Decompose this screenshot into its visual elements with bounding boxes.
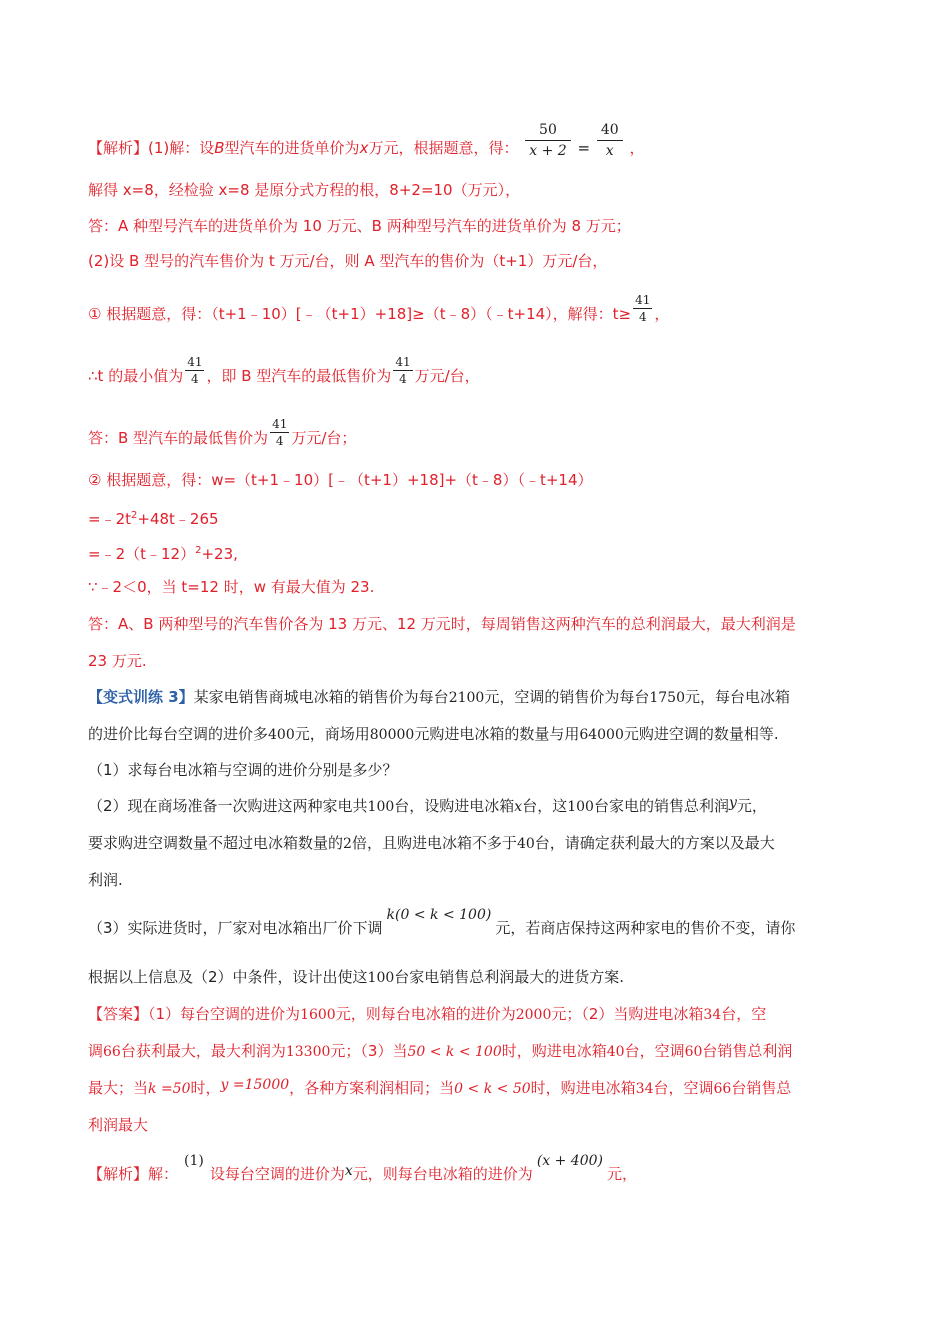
- sol1-mid: 型汽车的进货单价为: [224, 139, 360, 157]
- sol1-line1: [88, 122, 645, 169]
- sol1-line3: 答：A 种型号汽车的进货单价为 10 万元、B 两种型号汽车的进货单价为 8 万元；: [88, 217, 631, 235]
- fraction-50-over-x-plus-2: $\frac{50}{x + 2}$: [525, 120, 570, 161]
- equals-sign: =: [577, 139, 591, 157]
- var-b: B: [214, 139, 225, 157]
- q3-part1: （1）求每台电冰箱与空调的进价分别是多少？: [88, 761, 398, 779]
- sol1-prefix: 【解析】(1)解：设: [88, 139, 215, 157]
- answer-tag: 【答案】: [88, 1005, 149, 1023]
- answer-line3: 最大；当k =50时，y =15000，各种方案利润相同；当0 < k < 50时，购进电冰箱34台，空调66台销售总: [88, 1077, 792, 1097]
- sol2-line1: 【解析】解：(1)设每台空调的进价为x元，则每台电冰箱的进价为(x + 400)元，: [88, 1153, 637, 1183]
- var-x: x: [359, 139, 369, 157]
- answer-line2: 调66台获利最大，最大利润为13300元；（3）当50 < k < 100时，购进电冰箱40台，空调60台销售总利润: [88, 1042, 793, 1060]
- q3-line1: 【变式训练 3】某家电销售商城电冰箱的销售价为每台2100元，空调的销售价为每台1750元，每台电冰箱: [88, 688, 790, 706]
- sol1-line5: ① 根据题意，得：（t+1﹣10）[﹣（t+1）+18]≥（t﹣8）（﹣t+14），解得：t≥ $\frac{41}{4}$ ，: [88, 293, 670, 324]
- fraction-41-over-4: $\frac{41}{4}$: [635, 293, 651, 324]
- sol1-suffix: 万元，根据题意，得：: [368, 139, 519, 157]
- answer-line1: 【答案】（1）每台空调的进价为1600元，则每台电冰箱的进价为2000元；（2）当购进电冰箱34台，空: [88, 1005, 767, 1023]
- fraction-41-over-4: $\frac{41}{4}$: [395, 355, 411, 386]
- sol1-line13: 23 万元.: [88, 652, 147, 670]
- sol1-line8: ② 根据题意，得：w=（t+1﹣10）[﹣（t+1）+18]+（t﹣8）（﹣t+14）: [88, 471, 593, 489]
- sol1-end: ，: [629, 139, 645, 157]
- fraction-40-over-x: $\frac{40}{x}$: [597, 120, 623, 161]
- sol1-line6: ∴t 的最小值为 $\frac{41}{4}$ ，即 B 型汽车的最低售价为 $\frac{41}{4}$ 万元/台，: [88, 355, 480, 386]
- q3-part3-line1: （3）实际进货时，厂家对电冰箱出厂价下调k(0 < k < 100)元，若商店保持这两种家电的售价不变，请你: [88, 907, 796, 937]
- q3-part2-line1: （2）现在商场准备一次购进这两种家电共100台，设购进电冰箱x台，这100台家电的销售总利润y元，: [88, 795, 767, 815]
- sol1-line7: 答：B 型汽车的最低售价为 $\frac{41}{4}$ 万元/台；: [88, 417, 357, 448]
- sol1-line9: $=﹣2t^2+48t﹣265$: [88, 510, 219, 528]
- q3-line2: 的进价比每台空调的进价多400元，商场用80000元购进电冰箱的数量与用64000元购进空调的数量相等.: [88, 725, 779, 743]
- k-range-expression: k(0 < k < 100): [386, 907, 492, 923]
- q3-part3-line2: 根据以上信息及（2）中条件，设计出使这100台家电销售总利润最大的进货方案.: [88, 968, 625, 986]
- exercise-tag: 【变式训练 3】: [88, 688, 194, 706]
- sol1-line12: 答：A、B 两种型号的汽车售价各为 13 万元、12 万元时，每周销售这两种汽车的总利润最大，最大利润是: [88, 615, 796, 633]
- q3-part2-line3: 利润.: [88, 871, 123, 889]
- sol1-line4: (2)设 B 型号的汽车售价为 t 万元/台，则 A 型汽车的售价为（t+1）万元/台，: [88, 252, 608, 270]
- solution-tag: 【解析】: [88, 1165, 149, 1183]
- sol1-line2: 解得 x=8，经检验 x=8 是原分式方程的根，8+2=10（万元），: [88, 181, 521, 199]
- answer-line4: 利润最大: [88, 1116, 149, 1134]
- sol1-line10: =﹣2（t﹣12）$^2$+23,: [88, 545, 238, 563]
- fraction-41-over-4: $\frac{41}{4}$: [187, 355, 203, 386]
- sol1-line11: ∵﹣2＜0，当 t=12 时，w 有最大值为 23.: [88, 578, 375, 596]
- inequality-text: ① 根据题意，得：（t+1﹣10）[﹣（t+1）+18]≥（t﹣8）（﹣t+14），解得：t≥: [88, 305, 632, 323]
- q3-part2-line2: 要求购进空调数量不超过电冰箱数量的2倍，且购进电冰箱不多于40台，请确定获利最大的方案以及最大: [88, 834, 775, 852]
- fraction-41-over-4: $\frac{41}{4}$: [272, 417, 288, 448]
